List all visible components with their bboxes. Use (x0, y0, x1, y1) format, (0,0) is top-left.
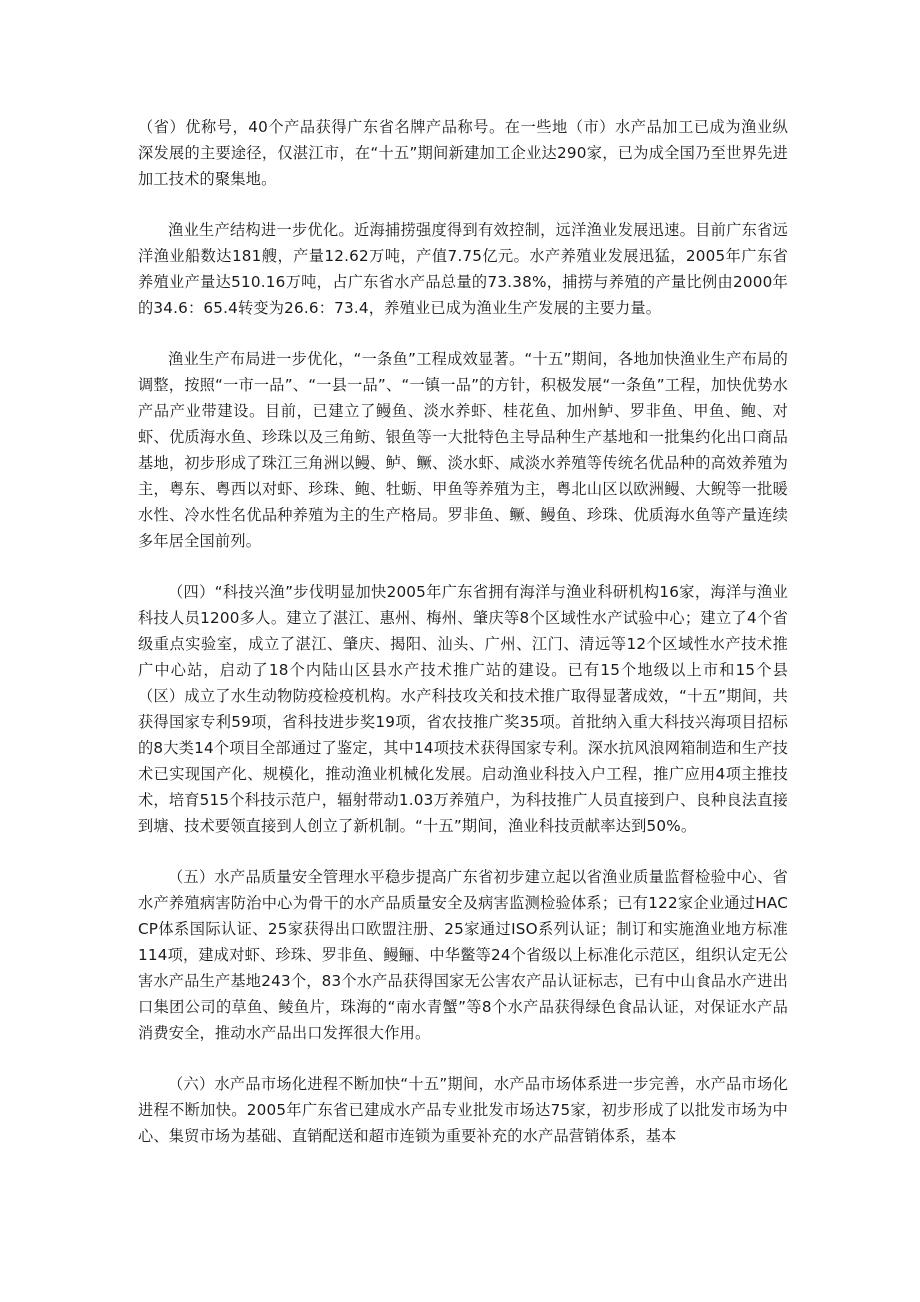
paragraph-section-6-market: （六）水产品市场化进程不断加快“十五”期间，水产品市场体系进一步完善，水产品市场化进程不断加快。2005年广东省已建成水产品专业批发市场达75家，初步形成了以批发市场为中心、集贸市场为基础、直销配送和超市连锁为重要补充的水产品营销体系，基本 (138, 1075, 788, 1145)
paragraph-production-layout: 渔业生产布局进一步优化，“一条鱼”工程成效显著。“十五”期间，各地加快渔业生产布局的调整，按照“一市一品”、“一县一品”、“一镇一品”的方针，积极发展“一条鱼”工程，加快优势水产品产业带建设。目前，已建立了鳗鱼、淡水养虾、桂花鱼、加州鲈、罗非鱼、甲鱼、鲍、对虾、优质海水鱼、珍珠以及三角鲂、银鱼等一大批特色主导品种生产基地和一批集约化出口商品基地，初步形成了珠江三角洲以鳗、鲈、鳜、淡水虾、咸淡水养殖等传统名优品种的高效养殖为主，粤东、粤西以对虾、珍珠、鲍、牡蛎、甲鱼等养殖为主，粤北山区以欧洲鳗、大鲵等一批暖水性、冷水性名优品种养殖为主的生产格局。罗非鱼、鳜、鳗鱼、珍珠、优质海水鱼等产量连续多年居全国前列。 (138, 350, 788, 550)
paragraph-production-structure: 渔业生产结构进一步优化。近海捕捞强度得到有效控制，远洋渔业发展迅速。目前广东省远洋渔业船数达181艘，产量12.62万吨，产值7.75亿元。水产养殖业发展迅猛，2005年广东省养殖业产量达510.16万吨，占广东省水产品总量的73.38%，捕捞与养殖的产量比例由2000年的34.6：65.4转变为26.6：73.4，养殖业已成为渔业生产发展的主要力量。 (138, 221, 788, 317)
paragraph-section-4-technology: （四）“科技兴渔”步伐明显加快2005年广东省拥有海洋与渔业科研机构16家，海洋与渔业科技人员1200多人。建立了湛江、惠州、梅州、肇庆等8个区域性水产试验中心；建立了4个省级重点实验室，成立了湛江、肇庆、揭阳、汕头、广州、江门、清远等12个区域性水产技术推广中心站，启动了18个内陆山区县水产技术推广站的建设。已有15个地级以上市和15个县（区）成立了水生动物防疫检疫机构。水产科技攻关和技术推广取得显著成效，“十五”期间，共获得国家专利59项，省科技进步奖19项，省农技推广奖35项。首批纳入重大科技兴海项目招标的8大类14个项目全部通过了鉴定，其中14项技术获得国家专利。深水抗风浪网箱制造和生产技术已实现国产化、规模化，推动渔业机械化发展。启动渔业科技入户工程，推广应用4项主推技术，培育515个科技示范户，辐射带动1.03万养殖户，为科技推广人员直接到户、良种良法直接到塘、技术要领直接到人创立了新机制。“十五”期间，渔业科技贡献率达到50%。 (138, 583, 788, 835)
paragraph-section-5-quality: （五）水产品质量安全管理水平稳步提高广东省初步建立起以省渔业质量监督检验中心、省水产养殖病害防治中心为骨干的水产品质量安全及病害监测检验体系；已有122家企业通过HACCP体系国际认证、25家获得出口欧盟注册、25家通过ISO系列认证；制订和实施渔业地方标准114项，建成对虾、珍珠、罗非鱼、鳗鲡、中华鳖等24个省级以上标准化示范区，组织认定无公害水产品生产基地243个，83个水产品获得国家无公害农产品认证标志，已有中山食品水产进出口集团公司的草鱼、鲮鱼片，珠海的“南水青蟹”等8个水产品获得绿色食品认证，对保证水产品消费安全，推动水产品出口发挥很大作用。 (138, 868, 788, 1042)
document-body (138, 114, 788, 1174)
paragraph-continuation: （省）优称号，40个产品获得广东省名牌产品称号。在一些地（市）水产品加工已成为渔业纵深发展的主要途径，仅湛江市，在“十五”期间新建加工企业达290家，已为成全国乃至世界先进加工技术的聚集地。 (138, 118, 788, 188)
